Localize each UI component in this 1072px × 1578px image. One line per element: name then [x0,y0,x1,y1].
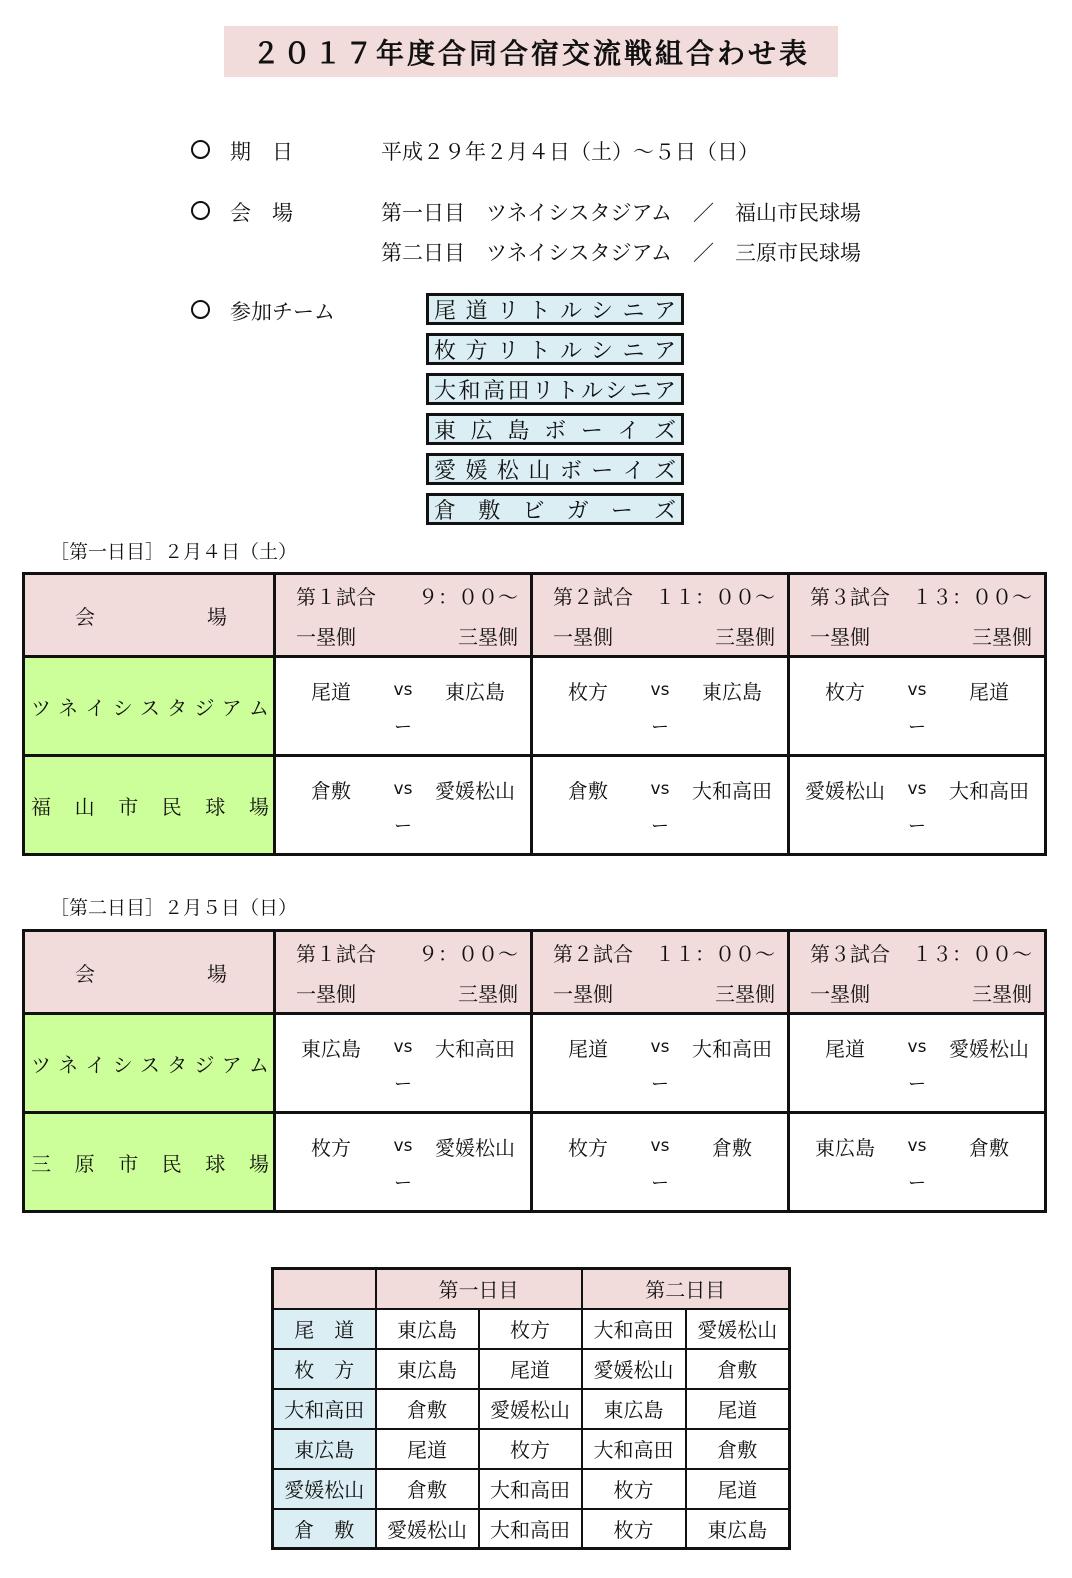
venue-day1: 第一日目 ツネイシスタジアム ／ 福山市民球場 [381,201,862,225]
third-base-label: 三塁側 [972,981,1032,1006]
vs-label: vs [650,1136,670,1156]
first-base-team: 東広島 [815,1135,875,1160]
first-base-team: 枚方 [568,1135,608,1160]
first-base-team: 枚方 [825,679,865,704]
summary-row [273,1389,790,1429]
third-base-team: 尾道 [968,679,1009,704]
dash-mark: ー [651,1173,669,1194]
third-base-team: 東広島 [444,679,505,704]
third-base-team: 東広島 [701,679,762,704]
vs-label: vs [393,680,413,700]
summary-opponent: 東広島 [582,1389,686,1429]
venue-name: 三 原 市 民 球 場 [31,1151,269,1176]
match-cell [789,657,1046,756]
venue-name: ツ ネ イ シ ス タ ジ ア ム [31,1052,269,1077]
game-time: １１：００～ [655,584,775,609]
date-label: 期 日 [230,140,293,164]
venue-name: ツ ネ イ シ ス タ ジ ア ム [31,695,269,720]
summary-opponent: 枚方 [479,1309,582,1349]
summary-opponent: 愛媛松山 [686,1309,790,1349]
game-label: 第２試合 [553,941,633,966]
team-box [426,333,684,365]
game-2-header [532,931,789,1014]
page-title: ２０１７年度合同合宿交流戦組合わせ表 [224,26,838,77]
summary-corner [273,1269,376,1309]
summary-team: 愛媛松山 [273,1469,376,1509]
summary-opponent: 東広島 [376,1349,479,1389]
day2-heading: ［第二日目］２月５日（日） [50,897,298,919]
venue-cell [24,1113,275,1212]
first-base-label: 一塁側 [553,981,613,1006]
team-box [426,413,684,445]
first-base-team: 枚方 [568,679,608,704]
vs-label: vs [650,680,670,700]
summary-opponent: 倉敷 [376,1469,479,1509]
match-cell [532,1113,789,1212]
team-box [426,373,684,405]
game-3-header [789,574,1046,657]
match-cell [532,657,789,756]
vs-label: vs [393,779,413,799]
vs-label: vs [907,1136,927,1156]
venue-cell [24,1014,275,1113]
team-name: 枚方リトルシニア [434,338,676,364]
first-base-label: 一塁側 [810,624,870,649]
summary-opponent: 東広島 [376,1309,479,1349]
summary-opponent: 倉敷 [686,1429,790,1469]
game-time: １３：００～ [912,584,1032,609]
vs-label: vs [650,1037,670,1057]
summary-opponent: 尾道 [479,1349,582,1389]
third-base-team: 大和高田 [691,778,772,803]
venue-header-cell [24,574,275,657]
summary-team: 尾 道 [273,1309,376,1349]
third-base-label: 三塁側 [715,624,775,649]
vs-label: vs [393,1037,413,1057]
summary-opponent: 愛媛松山 [376,1509,479,1549]
day1-schedule-table [22,572,1047,856]
team-box [426,493,684,525]
summary-team: 東広島 [273,1429,376,1469]
match-cell [275,756,532,855]
first-base-team: 尾道 [568,1036,608,1061]
match-cell [275,1014,532,1113]
team-name: 愛媛松山ボーイズ [434,458,676,484]
match-cell [789,756,1046,855]
venue-header-b: 場 [207,961,227,986]
vs-label: vs [650,779,670,799]
summary-opponent: 愛媛松山 [582,1349,686,1389]
vs-label: vs [907,1037,927,1057]
summary-opponent: 倉敷 [376,1389,479,1429]
third-base-team: 愛媛松山 [434,778,515,803]
first-base-team: 倉敷 [568,778,608,803]
summary-row [273,1509,790,1549]
summary-row [273,1349,790,1389]
third-base-team: 倉敷 [968,1135,1009,1160]
day1-heading: ［第一日目］２月４日（土） [50,541,298,563]
summary-opponent: 大和高田 [582,1309,686,1349]
match-cell [789,1113,1046,1212]
dash-mark: ー [394,1173,412,1194]
first-base-team: 尾道 [311,679,351,704]
team-name: 大和高田リトルシニア [434,378,676,404]
third-base-team: 大和高田 [948,778,1029,803]
summary-opponent: 尾道 [686,1389,790,1429]
summary-row [273,1309,790,1349]
match-cell [789,1014,1046,1113]
vs-label: vs [907,779,927,799]
dash-mark: ー [908,816,926,837]
first-base-team: 倉敷 [311,778,351,803]
game-label: 第２試合 [553,584,633,609]
first-base-team: 愛媛松山 [805,778,885,803]
game-3-header [789,931,1046,1014]
venue-cell [24,756,275,855]
third-base-team: 愛媛松山 [948,1036,1029,1061]
dash-mark: ー [394,717,412,738]
team-name: 東広島ボーイズ [434,418,676,444]
summary-opponent: 枚方 [479,1429,582,1469]
game-time: １３：００～ [912,941,1032,966]
bullet-circle-icon [191,300,210,319]
third-base-team: 大和高田 [434,1036,515,1061]
venue-day2: 第二日目 ツネイシスタジアム ／ 三原市民球場 [381,241,862,265]
game-time: １１：００～ [655,941,775,966]
summary-row [273,1469,790,1509]
summary-opponent: 愛媛松山 [479,1389,582,1429]
summary-team: 枚 方 [273,1349,376,1389]
team-box [426,293,684,325]
bullet-circle-icon [191,201,210,220]
first-base-team: 尾道 [825,1036,865,1061]
match-cell [532,1014,789,1113]
summary-opponent: 大和高田 [582,1429,686,1469]
game-label: 第１試合 [296,941,376,966]
game-2-header [532,574,789,657]
day2-schedule-table [22,929,1047,1213]
third-base-team: 大和高田 [691,1036,772,1061]
first-base-team: 東広島 [301,1036,361,1061]
date-value: 平成２９年２月４日（土）～５日（日） [381,140,759,164]
game-1-header [275,931,532,1014]
game-time: ９：００～ [418,584,518,609]
dash-mark: ー [651,816,669,837]
game-1-header [275,574,532,657]
dash-mark: ー [651,717,669,738]
summary-opponent: 枚方 [582,1469,686,1509]
game-time: ９：００～ [418,941,518,966]
third-base-label: 三塁側 [458,981,518,1006]
summary-opponent: 大和高田 [479,1509,582,1549]
vs-label: vs [907,680,927,700]
summary-opponent: 枚方 [582,1509,686,1549]
third-base-label: 三塁側 [715,981,775,1006]
match-cell [275,1113,532,1212]
summary-opponent: 倉敷 [686,1349,790,1389]
venue-header-b: 場 [207,604,227,629]
game-label: 第３試合 [810,584,890,609]
bullet-circle-icon [191,140,210,159]
summary-team: 大和高田 [273,1389,376,1429]
first-base-label: 一塁側 [296,624,356,649]
dash-mark: ー [394,1074,412,1095]
venue-label: 会 場 [230,201,293,225]
teams-label: 参加チーム [230,300,335,324]
dash-mark: ー [908,1173,926,1194]
team-name: 尾道リトルシニア [434,298,676,324]
summary-row [273,1429,790,1469]
venue-cell [24,657,275,756]
first-base-label: 一塁側 [810,981,870,1006]
venue-header-a: 会 [75,604,95,629]
summary-opponent: 尾道 [376,1429,479,1469]
third-base-team: 愛媛松山 [434,1135,515,1160]
third-base-label: 三塁側 [458,624,518,649]
third-base-label: 三塁側 [972,624,1032,649]
dash-mark: ー [908,717,926,738]
third-base-team: 倉敷 [711,1135,752,1160]
match-cell [532,756,789,855]
team-box [426,453,684,485]
summary-day1-header: 第一日目 [376,1269,582,1309]
venue-header-a: 会 [75,961,95,986]
first-base-team: 枚方 [311,1135,351,1160]
dash-mark: ー [908,1074,926,1095]
summary-opponent: 尾道 [686,1469,790,1509]
dash-mark: ー [651,1074,669,1095]
venue-name: 福 山 市 民 球 場 [31,794,269,819]
venue-header-cell [24,931,275,1014]
match-cell [275,657,532,756]
vs-label: vs [393,1136,413,1156]
summary-team: 倉 敷 [273,1509,376,1549]
game-label: 第１試合 [296,584,376,609]
first-base-label: 一塁側 [553,624,613,649]
team-name: 倉敷ビガーズ [434,498,676,524]
game-label: 第３試合 [810,941,890,966]
dash-mark: ー [394,816,412,837]
summary-opponent: 大和高田 [479,1469,582,1509]
summary-opponent: 東広島 [686,1509,790,1549]
first-base-label: 一塁側 [296,981,356,1006]
opponent-summary-table [271,1267,791,1550]
summary-day2-header: 第二日目 [582,1269,790,1309]
